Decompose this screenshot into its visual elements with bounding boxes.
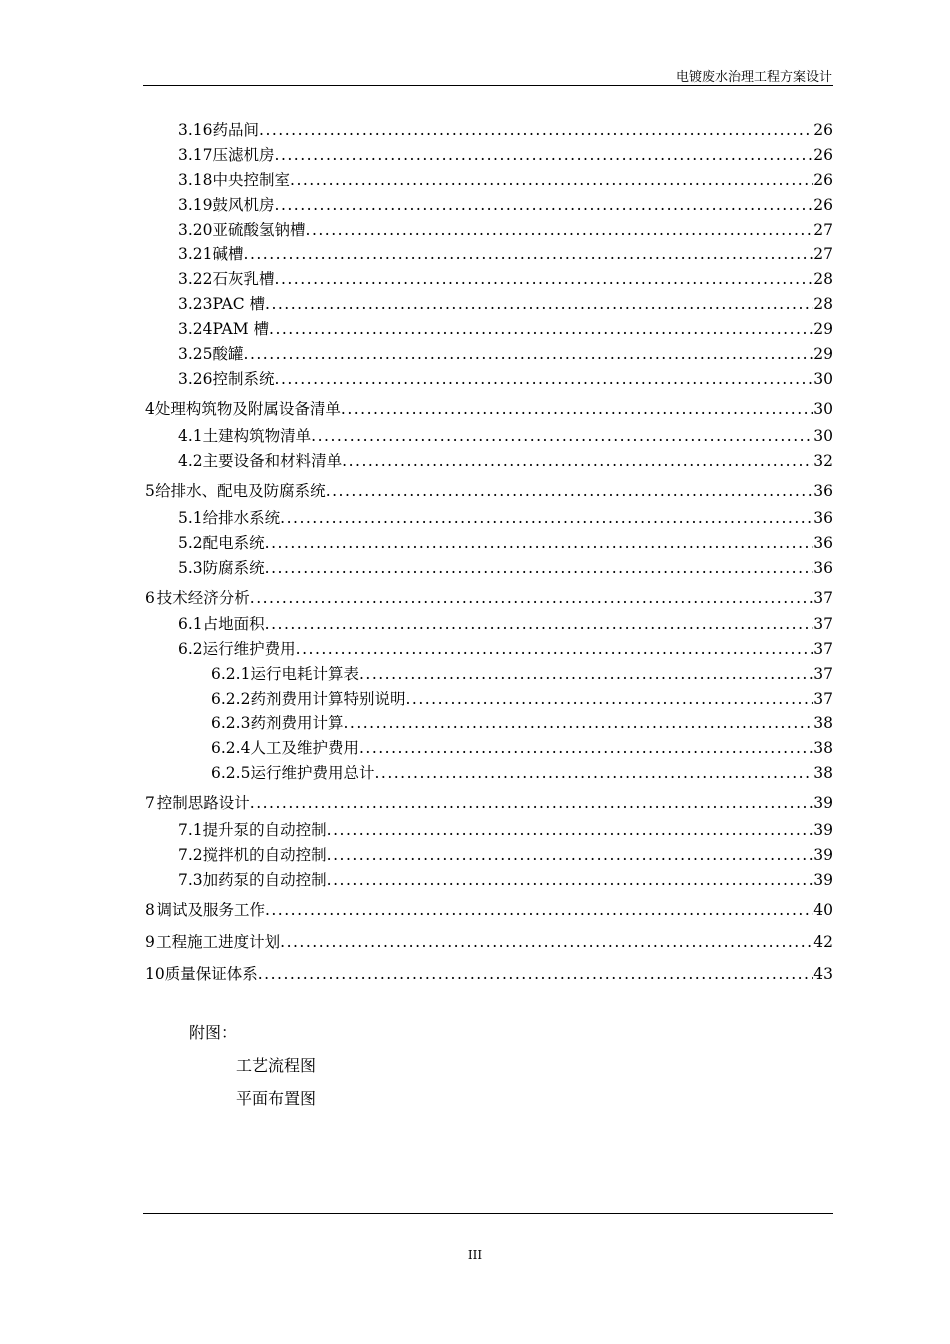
toc-entry-title: 碱槽 [212,245,244,263]
toc-entry-page: 26 [813,171,833,189]
toc-entry-number: 5.3 [178,559,203,577]
toc-entry-number: 10 [145,965,165,983]
appendix-item[interactable]: 工艺流程图 [236,1056,317,1075]
toc-entry[interactable] [145,399,833,419]
toc-entry-title: 主要设备和材料清单 [202,452,343,470]
toc-entry-title: 提升泵的自动控制 [202,821,327,839]
toc-entry-number: 3.25 [178,345,213,363]
toc-entry[interactable] [145,932,833,952]
toc-leader-dots [327,870,814,890]
toc-entry[interactable] [178,369,833,389]
toc-entry-number: 3.18 [178,171,213,189]
footer-rule [143,1213,833,1214]
toc-entry-page: 39 [813,794,833,812]
toc-entry[interactable] [178,639,833,659]
toc-leader-dots [275,195,814,215]
toc-entry-title: PAC 槽 [212,295,266,313]
toc-leader-dots [275,145,814,165]
toc-leader-dots [290,170,813,190]
toc-entry-page: 28 [813,295,833,313]
appendix-label: 附图： [189,1023,238,1042]
toc-entry-title: 亚硫酸氢钠槽 [212,221,306,239]
toc-entry-title: 药剂费用计算 [250,714,344,732]
toc-entry[interactable] [178,533,833,553]
toc-entry-title: PAM 槽 [212,320,270,338]
toc-entry-number: 6.1 [178,615,203,633]
toc-entry-page: 27 [813,221,833,239]
toc-entry-title: 给排水系统 [202,509,281,527]
toc-entry-number: 6.2 [178,640,203,658]
toc-entry-number: 5.1 [178,509,203,527]
toc-entry[interactable] [178,319,833,339]
toc-leader-dots [265,614,814,634]
toc-entry[interactable] [211,738,833,758]
toc-entry[interactable] [178,170,833,190]
toc-entry-number: 5 [145,482,155,500]
toc-entry-title: 药品间 [212,121,260,139]
toc-entry-page: 38 [813,739,833,757]
toc-entry[interactable] [178,870,833,890]
toc-entry-number: 3.19 [178,196,213,214]
toc-entry-number: 4.1 [178,427,203,445]
toc-entry-page: 38 [813,764,833,782]
toc-entry[interactable] [178,614,833,634]
toc-entry[interactable] [178,269,833,289]
toc-entry-title: 中央控制室 [212,171,291,189]
toc-entry-number: 9 [145,933,155,951]
toc-leader-dots [265,294,813,314]
toc-entry-page: 38 [813,714,833,732]
toc-entry-number: 7 [145,794,155,812]
toc-entry[interactable] [178,195,833,215]
toc-entry-title: 工程施工进度计划 [156,933,281,951]
toc-leader-dots [327,820,814,840]
toc-entry-title: 质量保证体系 [164,965,258,983]
toc-entry-page: 43 [813,965,833,983]
toc-entry-page: 36 [813,482,833,500]
toc-entry-page: 26 [813,146,833,164]
toc-leader-dots [343,713,813,733]
toc-entry-number: 3.24 [178,320,213,338]
toc-leader-dots [275,269,814,289]
toc-entry-page: 42 [813,933,833,951]
toc-entry[interactable] [145,964,833,984]
toc-leader-dots [359,738,813,758]
toc-entry-page: 37 [813,640,833,658]
toc-leader-dots [250,793,813,813]
toc-entry-title: 调试及服务工作 [156,901,265,919]
toc-entry-number: 3.20 [178,221,213,239]
page-number: III [467,1248,483,1262]
toc-entry-page: 37 [813,615,833,633]
toc-entry-page: 26 [813,121,833,139]
toc-entry[interactable] [178,845,833,865]
toc-entry-title: 鼓风机房 [212,196,275,214]
header-rule [143,85,833,86]
toc-entry[interactable] [178,294,833,314]
toc-leader-dots [326,481,814,501]
toc-entry-title: 控制思路设计 [156,794,250,812]
toc-entry-number: 7.1 [178,821,203,839]
toc-leader-dots [258,964,814,984]
toc-entry-title: 压滤机房 [212,146,275,164]
toc-leader-dots [374,763,813,783]
toc-entry[interactable] [145,900,833,920]
toc-entry-title: 运行维护费用总计 [250,764,375,782]
toc-entry-page: 30 [813,427,833,445]
toc-entry[interactable] [178,120,833,140]
toc-entry-title: 石灰乳槽 [212,270,275,288]
toc-entry-title: 处理构筑物及附属设备清单 [154,400,341,418]
toc-entry-title: 配电系统 [202,534,265,552]
header-title: 电镀废水治理工程方案设计 [675,70,832,85]
toc-entry-number: 3.26 [178,370,213,388]
toc-entry-number: 4 [145,400,155,418]
toc-entry-page: 36 [813,534,833,552]
toc-leader-dots [275,369,814,389]
toc-entry-page: 28 [813,270,833,288]
toc-entry[interactable] [178,820,833,840]
toc-leader-dots [269,319,813,339]
toc-entry-number: 6.2.5 [211,764,251,782]
toc-entry-page: 37 [813,665,833,683]
toc-leader-dots [341,399,813,419]
toc-entry-title: 酸罐 [212,345,244,363]
toc-entry-page: 36 [813,509,833,527]
toc-entry-title: 加药泵的自动控制 [202,871,327,889]
toc-entry-page: 29 [813,320,833,338]
toc-entry[interactable] [178,344,833,364]
toc-leader-dots [259,120,813,140]
toc-entry-title: 搅拌机的自动控制 [202,846,327,864]
toc-leader-dots [244,244,814,264]
toc-entry-number: 3.22 [178,270,213,288]
toc-leader-dots [280,932,813,952]
toc-entry-number: 3.21 [178,245,213,263]
toc-entry[interactable] [211,664,833,684]
toc-entry-number: 6.2.3 [211,714,251,732]
toc-entry-title: 土建构筑物清单 [202,427,312,445]
toc-entry-page: 39 [813,821,833,839]
toc-entry-number: 7.3 [178,871,203,889]
toc-entry-number: 3.16 [178,121,213,139]
toc-entry[interactable] [178,508,833,528]
toc-leader-dots [250,588,813,608]
toc-leader-dots [244,344,814,364]
toc-entry[interactable] [145,588,833,608]
toc-entry-number: 7.2 [178,846,203,864]
toc-entry-page: 30 [813,400,833,418]
toc-leader-dots [296,639,814,659]
toc-entry[interactable] [211,713,833,733]
toc-entry-page: 40 [813,901,833,919]
toc-leader-dots [327,845,814,865]
toc-leader-dots [265,558,814,578]
toc-entry-number: 5.2 [178,534,203,552]
toc-entry[interactable] [178,426,833,446]
toc-leader-dots [342,451,813,471]
toc-entry[interactable] [211,689,833,709]
toc-entry[interactable] [178,145,833,165]
toc-entry[interactable] [145,793,833,813]
toc-entry-page: 30 [813,370,833,388]
toc-entry-page: 27 [813,245,833,263]
toc-entry-number: 6.2.4 [211,739,251,757]
toc-entry-title: 运行维护费用 [202,640,296,658]
toc-entry-page: 39 [813,871,833,889]
toc-leader-dots [265,533,814,553]
toc-leader-dots [265,900,813,920]
toc-entry-page: 32 [813,452,833,470]
toc-entry-title: 人工及维护费用 [250,739,359,757]
toc-entry[interactable] [178,220,833,240]
toc-entry-page: 39 [813,846,833,864]
toc-entry-title: 运行电耗计算表 [250,665,359,683]
toc-entry[interactable] [211,763,833,783]
toc-entry-number: 6 [145,589,155,607]
toc-entry-number: 8 [145,901,155,919]
toc-entry-title: 药剂费用计算特别说明 [250,690,406,708]
appendix-item[interactable]: 平面布置图 [236,1089,317,1108]
toc-entry[interactable] [178,244,833,264]
toc-entry-number: 6.2.2 [211,690,251,708]
toc-entry-page: 26 [813,196,833,214]
toc-leader-dots [359,664,813,684]
toc-entry-number: 4.2 [178,452,203,470]
toc-entry-number: 3.23 [178,295,213,313]
toc-entry-title: 控制系统 [212,370,275,388]
toc-entry-title: 占地面积 [202,615,265,633]
toc-entry-page: 37 [813,690,833,708]
toc-entry[interactable] [145,481,833,501]
toc-entry-title: 技术经济分析 [156,589,250,607]
toc-leader-dots [306,220,814,240]
toc-entry-page: 29 [813,345,833,363]
toc-leader-dots [405,689,813,709]
toc-entry-page: 37 [813,589,833,607]
toc-entry-page: 36 [813,559,833,577]
toc-leader-dots [280,508,813,528]
toc-entry[interactable] [178,451,833,471]
toc-leader-dots [311,426,813,446]
toc-entry-title: 防腐系统 [202,559,265,577]
toc-entry-number: 6.2.1 [211,665,251,683]
toc-entry-title: 给排水、配电及防腐系统 [155,482,326,500]
toc-entry[interactable] [178,558,833,578]
toc-entry-number: 3.17 [178,146,213,164]
